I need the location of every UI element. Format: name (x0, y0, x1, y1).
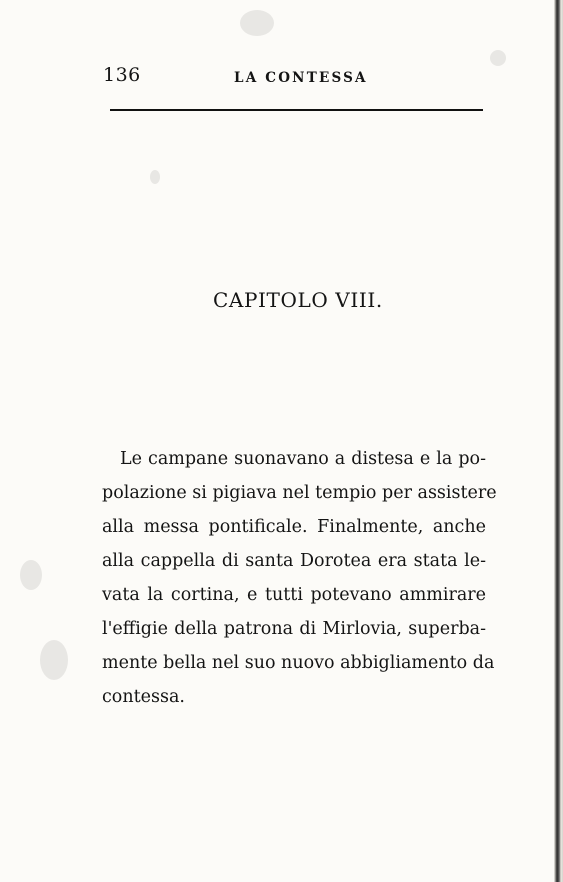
paper-stain (490, 50, 506, 66)
text-line: polazione si pigiava nel tempio per assistere (102, 483, 497, 503)
text-line: l'effigie della patrona di Mirlovia, superba- (102, 619, 486, 639)
chapter-title: CAPITOLO VIII. (213, 288, 383, 312)
paper-stain (240, 10, 274, 36)
paper-stain (20, 560, 42, 590)
text-line: contessa. (102, 687, 185, 707)
body-paragraph (102, 442, 497, 714)
text-line: alla cappella di santa Dorotea era stata le- (102, 551, 486, 571)
header-rule (110, 109, 483, 111)
text-line: alla messa pontificale. Finalmente, anche (102, 517, 486, 537)
page-number: 136 (103, 64, 141, 86)
text-line: mente bella nel suo nuovo abbigliamento da (102, 653, 495, 673)
page-edge (554, 0, 563, 882)
paper-stain (40, 640, 68, 680)
text-line: vata la cortina, e tutti potevano ammirare (102, 585, 486, 605)
text-line: Le campane suonavano a distesa e la po- (120, 449, 486, 469)
paper-stain (150, 170, 160, 184)
running-title: LA CONTESSA (234, 70, 368, 86)
